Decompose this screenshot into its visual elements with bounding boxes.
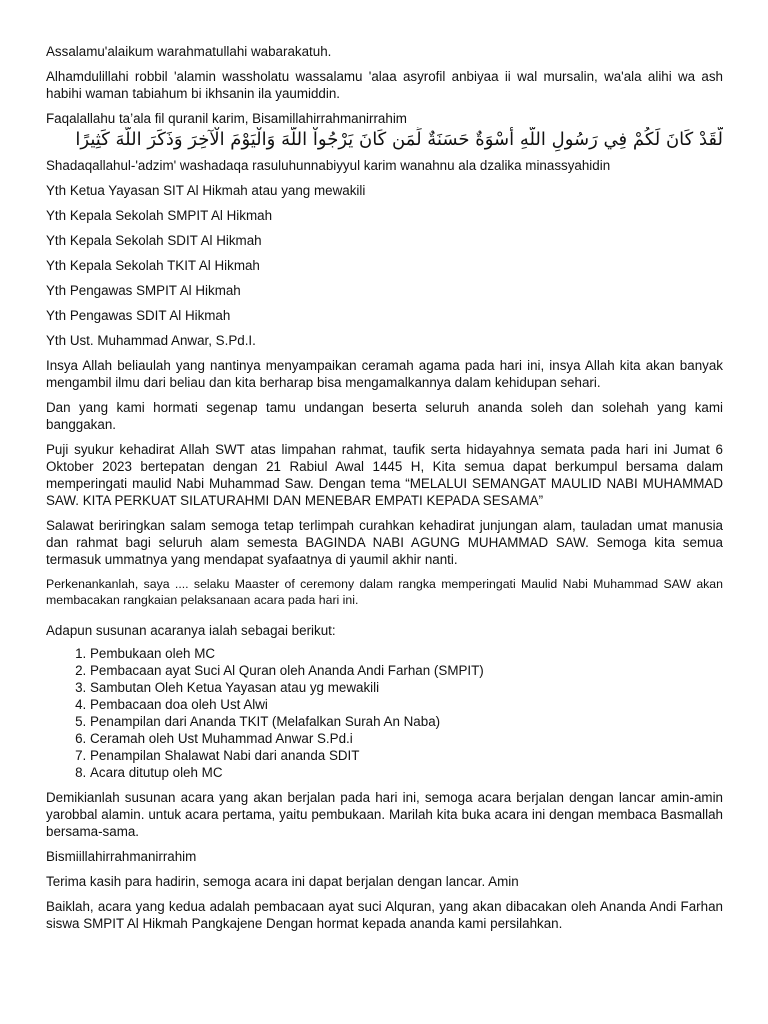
addressee-line: Yth Pengawas SDIT Al Hikmah (46, 308, 231, 323)
agenda-item: 4. Pembacaan doa oleh Ust Alwi (90, 696, 723, 713)
bismillah-line: Bismiillahirrahmanirrahim (46, 849, 197, 864)
arabic-verse: لَّقَدْ كَانَ لَكُمْ فِي رَسُولِ اللَّهِ أُسْوَةٌ حَسَنَةٌ لِّمَن كَانَ يَرْجُواْ اللَّهَ وَالْيَوْمَ الْآخِرَ وَذَكَرَ اللَّهَ كَثِيرًا (75, 129, 723, 150)
agenda-item: 6. Ceramah oleh Ust Muhammad Anwar S.Pd.i (90, 730, 723, 747)
agenda-item: 7. Penampilan Shalawat Nabi dari ananda SDIT (90, 747, 723, 764)
shadaqa-line: Shadaqallahul-'adzim' washadaqa rasuluhunnabiyyul karim wanahnu ala dzalika minassyahidin (46, 158, 611, 173)
agenda-item: 8. Acara ditutup oleh MC (90, 764, 723, 781)
salawat-paragraph: Salawat beriringkan salam semoga tetap terlimpah curahkan kehadirat junjungan alam, tauladan umat manusia dan rahmat bagi seluruh alam semesta BAGINDA NABI AGUNG MUHAMMAD SAW. Semoga kita semua termasuk ummatnya yang mendapat syafaatnya di yaumil akhir nanti. (46, 518, 723, 567)
agenda-item: 5. Penampilan dari Ananda TKIT (Melafalkan Surah An Naba) (90, 713, 723, 730)
addressee-line: Yth Kepala Sekolah SMPIT Al Hikmah (46, 208, 273, 223)
addressee-line: Yth Ust. Muhammad Anwar, S.Pd.I. (46, 333, 256, 348)
demikian-paragraph: Demikianlah susunan acara yang akan berjalan pada hari ini, semoga acara berjalan dengan lancar amin-amin yarobbal alamin. untuk acara pertama, yaitu pembukaan. Marilah kita buka acara ini dengan membaca Basmallah bersama-sama. (46, 790, 723, 839)
agenda-list (46, 645, 723, 781)
addressee-line: Yth Kepala Sekolah SDIT Al Hikmah (46, 233, 262, 248)
quran-intro: Faqalallahu ta’ala fil quranil karim, Bisamillahirrahmanirrahim (46, 111, 407, 126)
agenda-item: 2. Pembacaan ayat Suci Al Quran oleh Ananda Andi Farhan (SMPIT) (90, 662, 723, 679)
perkenalan-paragraph: Perkenankanlah, saya .... selaku Maaster of ceremony dalam rangka memperingati Maulid Nabi Muhammad SAW akan membacakan rangkaian pelaksanaan acara pada hari ini. (46, 577, 723, 607)
agenda-item: 3. Sambutan Oleh Ketua Yayasan atau yg mewakili (90, 679, 723, 696)
addressee-line: Yth Kepala Sekolah TKIT Al Hikmah (46, 258, 260, 273)
terima-kasih-paragraph: Terima kasih para hadirin, semoga acara ini dapat berjalan dengan lancar. Amin (46, 874, 519, 889)
addressee-list (46, 182, 723, 349)
hamdalah-paragraph: Alhamdulillahi robbil 'alamin wassholatu wassalamu 'alaa asyrofil anbiyaa ii wal mursalin, wa'ala alihi wa ash habihi waman tabiahum bi ikhsanin ila yaumiddin. (46, 69, 723, 101)
agenda-item: 1. Pembukaan oleh MC (90, 645, 723, 662)
puji-syukur-paragraph: Puji syukur kehadirat Allah SWT atas limpahan rahmat, taufik serta hidayahnya semata pada hari ini Jumat 6 Oktober 2023 bertepatan dengan 21 Rabiul Awal 1445 H, Kita semua dapat berkumpul bersama dalam memperingati maulid Nabi Muhammad Saw. Dengan tema “MELALUI SEMANGAT MAULID NABI MUHAMMAD SAW. KITA PERKUAT SILATURAHMI DAN MENEBAR EMPATI KEPADA SESAMA” (46, 442, 723, 508)
tamu-undangan-paragraph: Dan yang kami hormati segenap tamu undangan beserta seluruh ananda soleh dan solehah yang kami banggakan. (46, 400, 723, 432)
greeting: Assalamu'alaikum warahmatullahi wabarakatuh. (46, 44, 332, 59)
insya-allah-paragraph: Insya Allah beliaulah yang nantinya menyampaikan ceramah agama pada hari ini, insya Allah kita akan banyak mengambil ilmu dari beliau dan kita berharap bisa mengamalkannya dalam kehidupan sehari. (46, 358, 723, 390)
baiklah-paragraph: Baiklah, acara yang kedua adalah pembacaan ayat suci Alquran, yang akan dibacakan oleh Ananda Andi Farhan siswa SMPIT Al Hikmah Pangkajene Dengan hormat kepada ananda kami persilahkan. (46, 899, 723, 931)
addressee-line: Yth Pengawas SMPIT Al Hikmah (46, 283, 241, 298)
addressee-line: Yth Ketua Yayasan SIT Al Hikmah atau yang mewakili (46, 183, 366, 198)
agenda-intro: Adapun susunan acaranya ialah sebagai berikut: (46, 623, 336, 638)
